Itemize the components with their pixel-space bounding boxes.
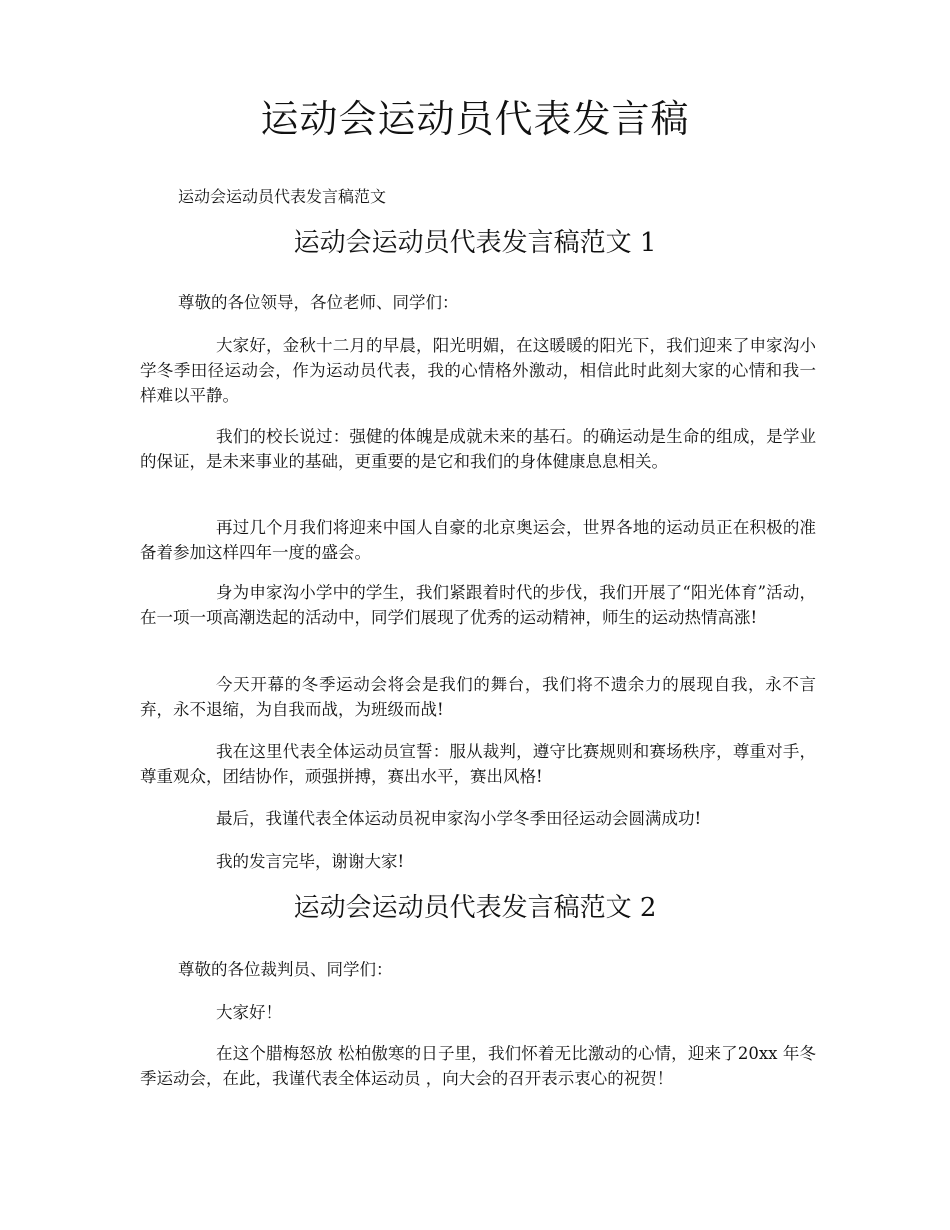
section-1-salutation: 尊敬的各位领导，各位老师、同学们：	[178, 293, 459, 312]
section-1-paragraph-7: 最后，我谨代表全体运动员祝申家沟小学冬季田径运动会圆满成功!	[216, 809, 702, 828]
document-subtitle: 运动会运动员代表发言稿范文	[178, 187, 387, 206]
section-1-paragraph-1: 大家好，金秋十二月的早晨，阳光明媚，在这暖暖的阳光下，我们迎来了申家沟小学冬季田径运动会，作为运动员代表，我的心情格外激动，相信此时此刻大家的心情和我一样难以平静。	[140, 336, 816, 405]
section-1-heading: 运动会运动员代表发言稿范文 1	[293, 228, 657, 258]
section-2-paragraph-2: 在这个腊梅怒放 松柏傲寒的日子里，我们怀着无比激动的心情，迎来了20xx 年冬季运动会，在此，我谨代表全体运动员 ，向大会的召开表示衷心的祝贺！	[140, 1044, 816, 1088]
section-2-salutation: 尊敬的各位裁判员、同学们：	[178, 960, 393, 979]
section-1-paragraph-4: 身为申家沟小学中的学生，我们紧跟着时代的步伐，我们开展了“阳光体育”活动，在一项一项高潮迭起的活动中，同学们展现了优秀的运动精神，师生的运动热情高涨!	[140, 583, 816, 627]
section-2-paragraph-1: 大家好！	[216, 1003, 282, 1022]
section-1-paragraph-2: 我们的校长说过：强健的体魄是成就未来的基石。的确运动是生命的组成，是学业的保证，是未来事业的基础，更重要的是它和我们的身体健康息息相关。	[140, 427, 816, 471]
section-1-paragraph-3: 再过几个月我们将迎来中国人自豪的北京奥运会，世界各地的运动员正在积极的准备着参加这样四年一度的盛会。	[140, 518, 816, 562]
document-title: 运动会运动员代表发言稿	[260, 97, 690, 141]
section-1-paragraph-5: 今天开幕的冬季运动会将会是我们的舞台，我们将不遗余力的展现自我，永不言弃，永不退缩，为自我而战，为班级而战!	[140, 675, 816, 719]
section-2-heading: 运动会运动员代表发言稿范文 2	[293, 893, 657, 923]
section-1-paragraph-6: 我在这里代表全体运动员宣誓：服从裁判，遵守比赛规则和赛场秩序，尊重对手，尊重观众，团结协作，顽强拼搏，赛出水平，赛出风格!	[140, 742, 816, 786]
section-1-paragraph-8: 我的发言完毕，谢谢大家!	[216, 852, 405, 871]
